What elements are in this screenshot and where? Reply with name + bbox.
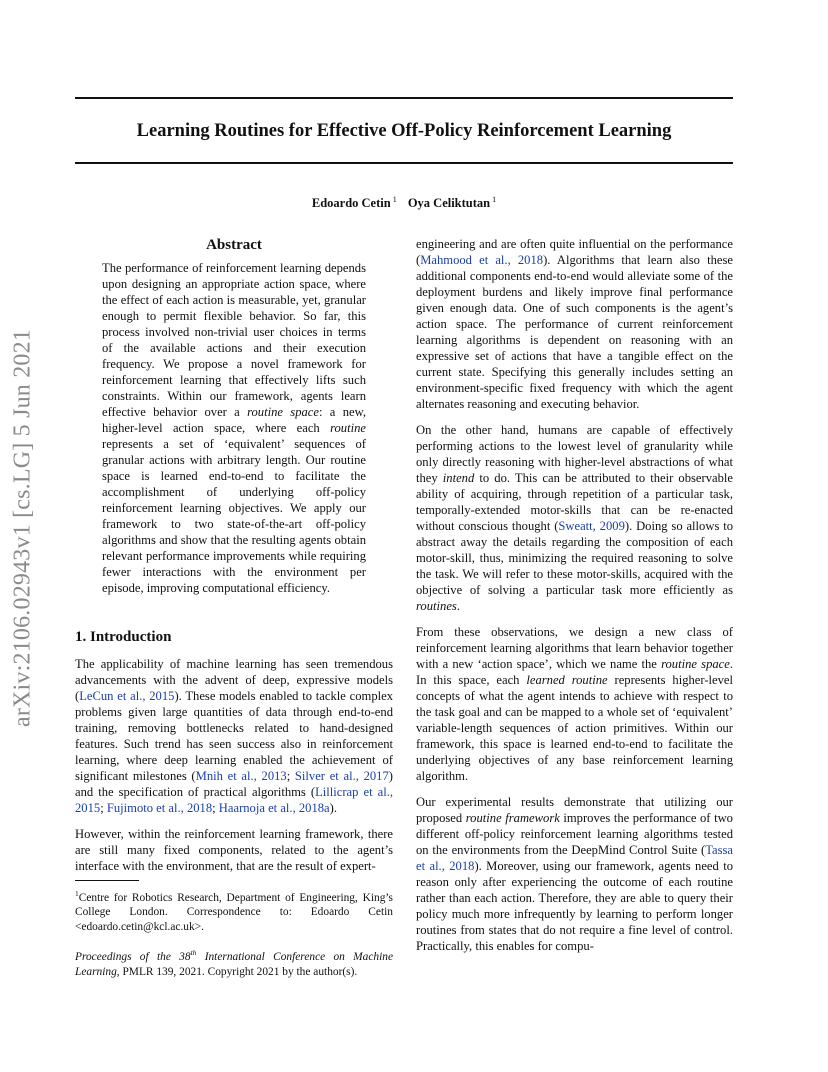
citation-link[interactable]: Fujimoto et al., 2018 xyxy=(106,801,213,815)
citation-link[interactable]: Haarnoja et al., 2018a xyxy=(218,801,330,815)
title-top-rule xyxy=(75,97,733,99)
citation-link[interactable]: Silver et al., 2017 xyxy=(294,769,389,783)
footnote-rule xyxy=(75,880,139,881)
arxiv-identifier: arXiv:2106.02943v1 [cs.LG] 5 Jun 2021 xyxy=(9,328,36,728)
footnotes xyxy=(75,880,393,979)
intro-paragraph-3: On the other hand, humans are capable of effectively performing actions to the lowest level of granularity while only directly reasoning with higher-level abstractions of what they intend to do. This can be attributed to their observable ability of acquiring, through repetition of a particular task, temporally-extended motor-skills that can be re-enacted without conscious thought (Sweatt, 2009). Doing so allows to abstract away the details regarding the composition of each motor-skill, thus, minimizing the required reasoning to solve the task. We will refer to these motor-skills, acquired with the objective of solving a particular task more efficiently as routines. xyxy=(416,423,733,613)
right-column xyxy=(416,236,733,954)
intro-paragraph-1: The applicability of machine learning has seen tremendous advancements with the advent of deep, expressive models (LeCun et al., 2015). These models enabled to tackle complex problems given large quantities of data through end-to-end training, removing bottlenecks related to hand-designed features. Such trend has seen success also in reinforcement learning, where deep learning enabled the achievement of significant milestones (Mnih et al., 2013; Silver et al., 2017) and the specification of practical algorithms (Lillicrap et al., 2015; Fujimoto et al., 2018; Haarnoja et al., 2018a). xyxy=(75,657,393,815)
citation-link[interactable]: Mnih et al., 2013 xyxy=(195,769,287,783)
arxiv-sidebar-stamp xyxy=(3,298,43,758)
intro-paragraph-2-continued: engineering and are often quite influential on the performance (Mahmood et al., 2018). Algorithms that learn also these additional components end-to-end would alleviate some of the deployment burdens and likely improve final performance given enough data. One of such components is the agent’s action space. The performance of current reinforcement learning algorithms is dependent on reasoning with an expressive set of actions that have a tangible effect on the current state. Specifying this generally includes setting an environment-specific fixed frequency with which the agent alternates reasoning and executing behavior. xyxy=(416,237,733,411)
author-list xyxy=(75,192,733,211)
abstract-heading: Abstract xyxy=(206,237,262,253)
citation-link[interactable]: Sweatt, 2009 xyxy=(558,519,625,533)
author-name: Oya Celiktutan $^1$ xyxy=(407,195,497,211)
intro-paragraph-2-start: However, within the reinforcement learning framework, there are still many fixed components, related to the agent’s interface with the environment, that are the result of expert- xyxy=(75,827,393,873)
citation-link[interactable]: Mahmood et al., 2018 xyxy=(420,253,544,267)
abstract-text: The performance of reinforcement learning depends upon designing an appropriate action space, where the effect of each action is measurable, yet, granular enough to permit flexible behavior. So far, this process involved non-trivial user choices in terms of the available actions and their execution frequency. We propose a novel framework for reinforcement learning that effectively lifts such constraints. Within our framework, agents learn effective behavior over a routine space: a new, higher-level action space, where each routine represents a set of ‘equivalent’ sequences of granular actions with arbitrary length. Our routine space is learned end-to-end to facilitate the accomplishment of underlying off-policy reinforcement learning objectives. We apply our framework to two state-of-the-art off-policy algorithms and show that the resulting agents obtain relevant performance improvements while requiring fewer interactions with the environment per episode, improving computational efficiency. xyxy=(102,261,367,595)
citation-link[interactable]: Lillicrap et al., 2015 xyxy=(75,785,393,815)
citation-link[interactable]: Tassa et al., 2018 xyxy=(416,843,733,873)
section-heading-introduction: 1. Introduction xyxy=(75,629,172,645)
paper-title: Learning Routines for Effective Off-Policy Reinforcement Learning xyxy=(136,121,672,141)
proceedings-notice: Proceedings of the 38th International Conference on Machine Learning, PMLR 139, 2021. Copyright 2021 by the author(s). xyxy=(75,948,393,978)
affiliation-mark: 1 xyxy=(492,195,497,204)
left-column xyxy=(75,236,393,874)
intro-paragraph-5: Our experimental results demonstrate that utilizing our proposed routine framework improves the performance of two different off-policy reinforcement learning algorithms tested on the environments from the DeepMind Control Suite (Tassa et al., 2018). Moreover, using our framework, agents need to reason only after experiencing the outcome of each routine rather than each action. Therefore, they are able to query their policy much more infrequently by learning to perform longer routines from states that do not require a fine level of control. Practically, this enables for compu- xyxy=(416,795,733,953)
title-bottom-rule xyxy=(75,162,733,164)
citation-link[interactable]: LeCun et al., 2015 xyxy=(79,689,175,703)
affiliation-footnote: $^1$Centre for Robotics Research, Department of Engineering, King’s College London. Correspondence to: Edoardo Cetin <edoardo.cetin@kcl.ac.uk>. xyxy=(75,889,393,933)
author-name: Edoardo Cetin $^1$ xyxy=(311,195,397,211)
intro-paragraph-4: From these observations, we design a new class of reinforcement learning algorithms that learn behavior together with a new ‘action space’, which we name the routine space. In this space, each learned routine represents higher-level concepts of what the agent intends to achieve with respect to the task goal and can be mapped to a whole set of ‘equivalent’ variable-length sequences of action primitives. Within our framework, this space is learned end-to-end to facilitate the underlying objectives of any base reinforcement learning algorithm. xyxy=(416,625,734,783)
affiliation-mark: 1 xyxy=(392,195,397,204)
